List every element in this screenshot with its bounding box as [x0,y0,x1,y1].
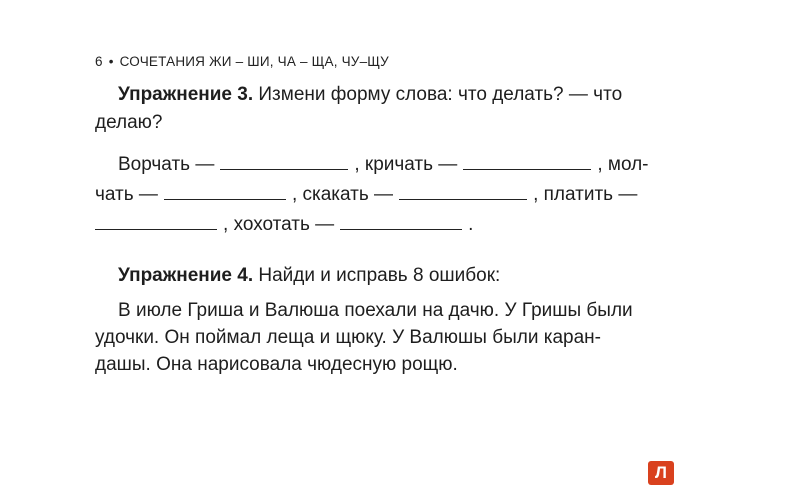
exercise3-row2 [95,183,637,206]
header-bullet: • [108,54,114,69]
exercise3-row3 [95,213,473,236]
exercise3-heading [118,84,622,106]
comma: , [533,184,539,205]
exercise4-text-line3: дашы. Она нарисовала чюдесную рощю. [95,354,458,375]
exercise4-text-line2: удочки. Он поймал леща и щюку. У Валюшы были каран- [95,327,601,348]
page-number: 6 [95,54,103,69]
answer-blank-6[interactable] [340,213,462,230]
page-header [95,54,389,69]
answer-blank-4[interactable] [399,183,527,200]
comma: , [291,184,298,205]
word-khokhotat: хохотать — [233,214,335,235]
word-krichat: кричать — [364,154,458,175]
word-vorchat: Ворчать — [118,154,215,175]
exercise4-label: Упражнение 4. [118,265,254,286]
exercise3-instruction-line2: делаю? [95,112,163,133]
word-molchat-part2: чать — [95,184,158,205]
exercise3-row1 [118,153,649,176]
exercise4-heading [118,265,500,287]
word-molchat-part1: мол- [607,154,649,175]
exercise3-label: Упражнение 3. [118,84,254,105]
exercise4-text-line1: В июле Гриша и Валюша поехали на дачю. У Гришы были [118,300,633,321]
answer-blank-3[interactable] [164,183,286,200]
publisher-logo-icon: Л [648,461,674,485]
period: . [468,214,474,235]
comma: , [597,154,603,175]
comma: , [354,154,360,175]
answer-blank-5[interactable] [95,213,217,230]
answer-blank-2[interactable] [463,153,591,170]
exercise4-instruction: Найди и исправь 8 ошибок: [258,265,501,286]
header-title: СОЧЕТАНИЯ ЖИ – ШИ, ЧА – ЩА, ЧУ–ЩУ [119,54,389,69]
exercise3-instruction-line1: Измени форму слова: что делать? — что [258,84,623,105]
word-platit: платить — [543,184,638,205]
word-skakat: скакать — [302,184,394,205]
comma: , [223,214,229,235]
answer-blank-1[interactable] [220,153,348,170]
